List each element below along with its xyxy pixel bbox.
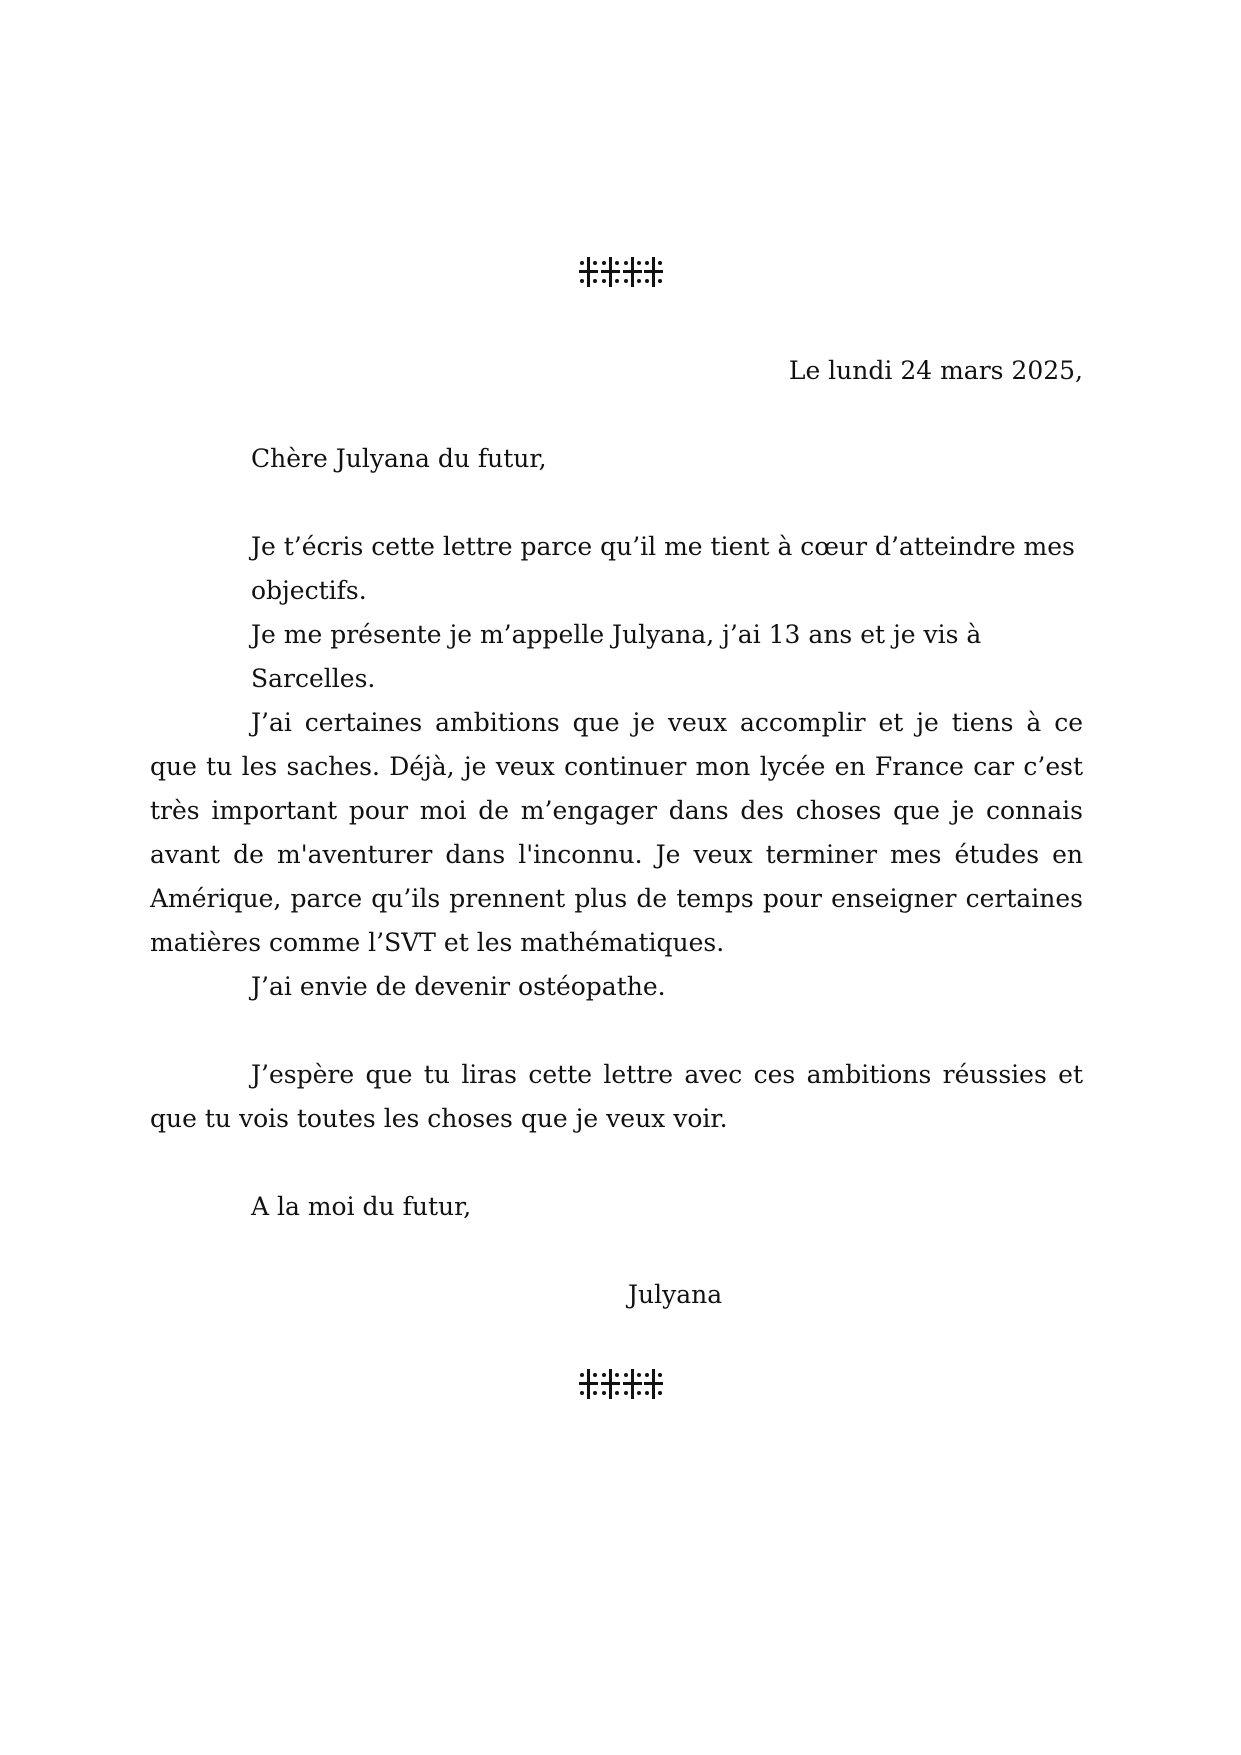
- letter-date: Le lundi 24 mars 2025,: [788, 356, 1083, 385]
- letter-paragraph-3: J’ai certaines ambitions que je veux accomplir et je tiens à ce que tu les saches. Déjà, je veux continuer mon lycée en France car c’est très important pour moi de m’engager dans des choses que je connais avant de m'aventurer dans l'inconnu. Je veux terminer mes études en Amérique, parce qu’ils prennent plus de temps pour enseigner certaines matières comme l’SVT et les mathématiques.: [150, 708, 1083, 957]
- ornament-bottom-icon: [0, 1367, 1241, 1407]
- letter-paragraph-2: Je me présente je m’appelle Julyana, j’ai 13 ans et je vis à Sarcelles.: [251, 620, 982, 693]
- letter-paragraph-4: J’ai envie de devenir ostéopathe.: [251, 972, 666, 1001]
- letter-paragraph-5: J’espère que tu liras cette lettre avec ces ambitions réussies et que tu vois toutes les choses que je veux voir.: [150, 1060, 1083, 1133]
- letter-closing: A la moi du futur,: [251, 1192, 472, 1221]
- letter-signature: Julyana: [628, 1280, 723, 1309]
- letter-paragraph-1: Je t’écris cette lettre parce qu’il me tient à cœur d’atteindre mes objectifs.: [251, 532, 1075, 605]
- letter-salutation: Chère Julyana du futur,: [251, 444, 547, 473]
- ornament-top-icon: [0, 255, 1241, 295]
